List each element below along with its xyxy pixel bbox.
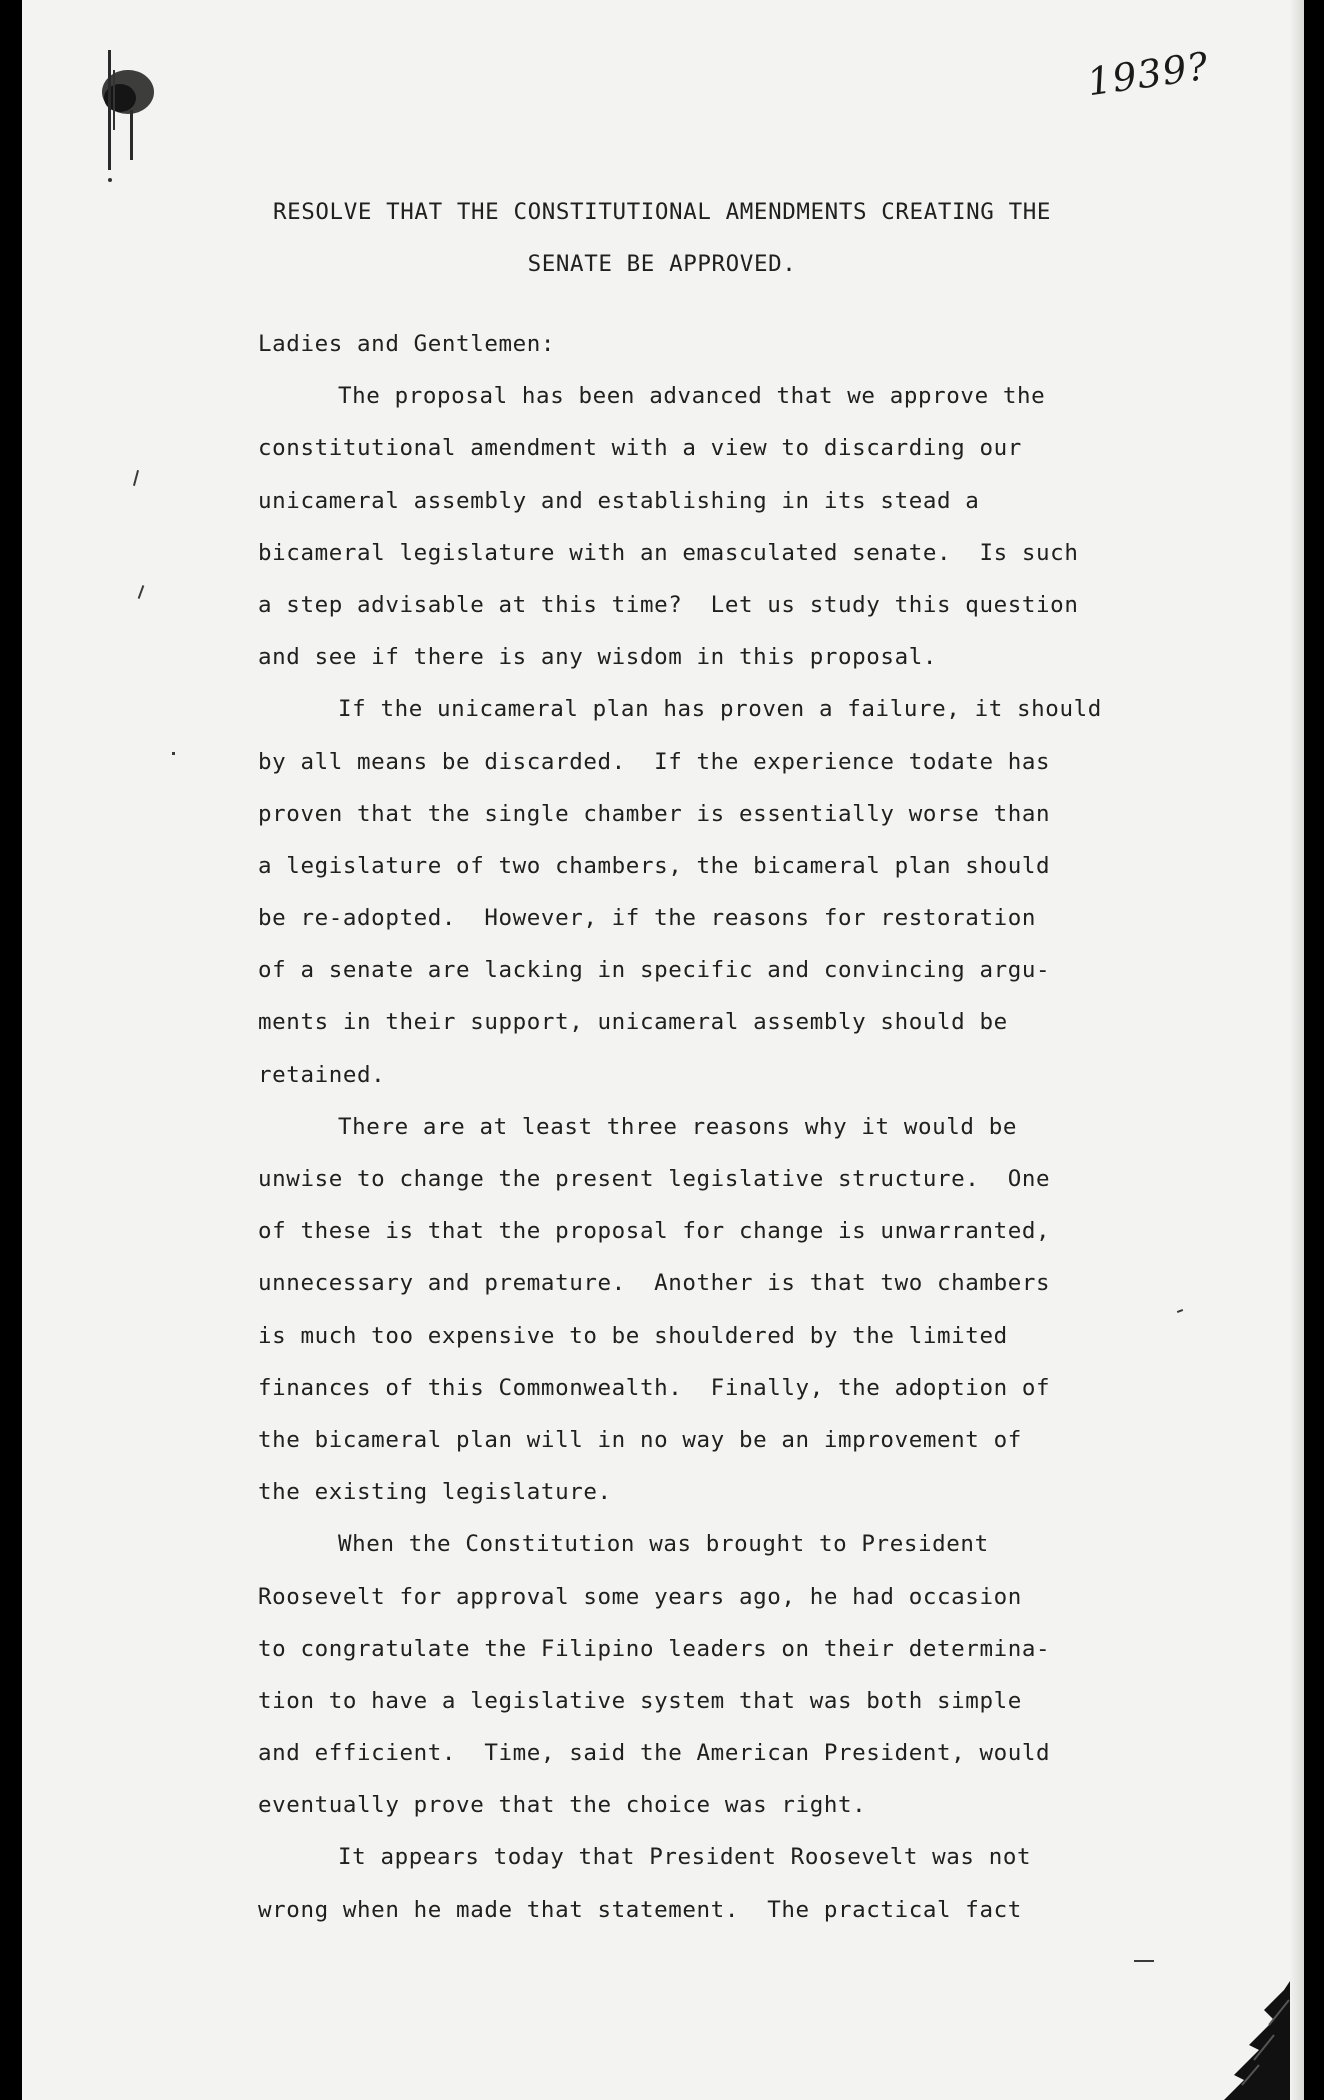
text-line: of these is that the proposal for change is unwarranted, <box>258 1218 1051 1245</box>
document-body <box>258 318 1218 1936</box>
text-line: tion to have a legislative system that was both simple <box>258 1687 1022 1714</box>
text-line: the bicameral plan will in no way be an improvement of <box>258 1426 1022 1453</box>
text-line: finances of this Commonwealth. Finally, the adoption of <box>258 1374 1051 1401</box>
text-line: a legislature of two chambers, the bicameral plan should <box>258 852 1051 879</box>
text-line: There are at least three reasons why it would be <box>338 1113 1018 1140</box>
paragraph-3 <box>258 1101 1218 1519</box>
text-line: Roosevelt for approval some years ago, he had occasion <box>258 1583 1022 1610</box>
text-line: be re-adopted. However, if the reasons for restoration <box>258 905 1037 932</box>
text-line: wrong when he made that statement. The practical fact <box>258 1896 1022 1923</box>
text-line: a step advisable at this time? Let us study this question <box>258 591 1079 618</box>
salutation: Ladies and Gentlemen: <box>258 331 556 357</box>
text-line: by all means be discarded. If the experience todate has <box>258 748 1051 775</box>
paragraph-1 <box>258 370 1218 683</box>
text-line: ments in their support, unicameral assembly should be <box>258 1009 1008 1036</box>
text-line: unwise to change the present legislative structure. One <box>258 1166 1051 1192</box>
text-line: eventually prove that the choice was right. <box>258 1792 867 1819</box>
text-line: the existing legislature. <box>258 1479 612 1506</box>
title-line: SENATE BE APPROVED. <box>527 251 797 277</box>
text-line: of a senate are lacking in specific and convincing argu- <box>258 957 1051 984</box>
text-line: It appears today that President Roosevelt was not <box>338 1844 1032 1871</box>
handwritten-date-annotation: 1939? <box>1084 43 1212 105</box>
text-line: and see if there is any wisdom in this proposal. <box>258 644 938 671</box>
text-line: proven that the single chamber is essentially worse than <box>258 800 1051 827</box>
margin-mark <box>133 470 139 486</box>
text-line: constitutional amendment with a view to discarding our <box>258 435 1022 462</box>
text-line: unicameral assembly and establishing in its stead a <box>258 487 980 514</box>
text-line: is much too expensive to be shouldered by the limited <box>258 1322 1008 1349</box>
torn-corner <box>1164 1950 1304 2100</box>
text-line: bicameral legislature with an emasculated senate. Is such <box>258 539 1079 566</box>
paragraph-2 <box>258 683 1218 1101</box>
text-line: When the Constitution was brought to President <box>338 1531 989 1558</box>
document-title <box>0 186 1324 290</box>
text-line: If the unicameral plan has proven a failure, it should <box>338 696 1102 723</box>
text-line: unnecessary and premature. Another is that two chambers <box>258 1270 1051 1297</box>
ink-smudge <box>80 40 170 190</box>
text-line: and efficient. Time, said the American President, would <box>258 1740 1051 1767</box>
text-line: The proposal has been advanced that we approve the <box>338 383 1046 410</box>
text-line: to congratulate the Filipino leaders on their determina- <box>258 1635 1051 1662</box>
margin-mark <box>172 752 175 755</box>
margin-mark <box>138 585 145 599</box>
text-line: retained. <box>258 1061 386 1088</box>
margin-mark <box>1134 1960 1154 1962</box>
paragraph-4 <box>258 1518 1218 1831</box>
paragraph-5 <box>258 1831 1218 1935</box>
title-line: RESOLVE THAT THE CONSTITUTIONAL AMENDMENTS CREATING THE <box>272 199 1052 225</box>
